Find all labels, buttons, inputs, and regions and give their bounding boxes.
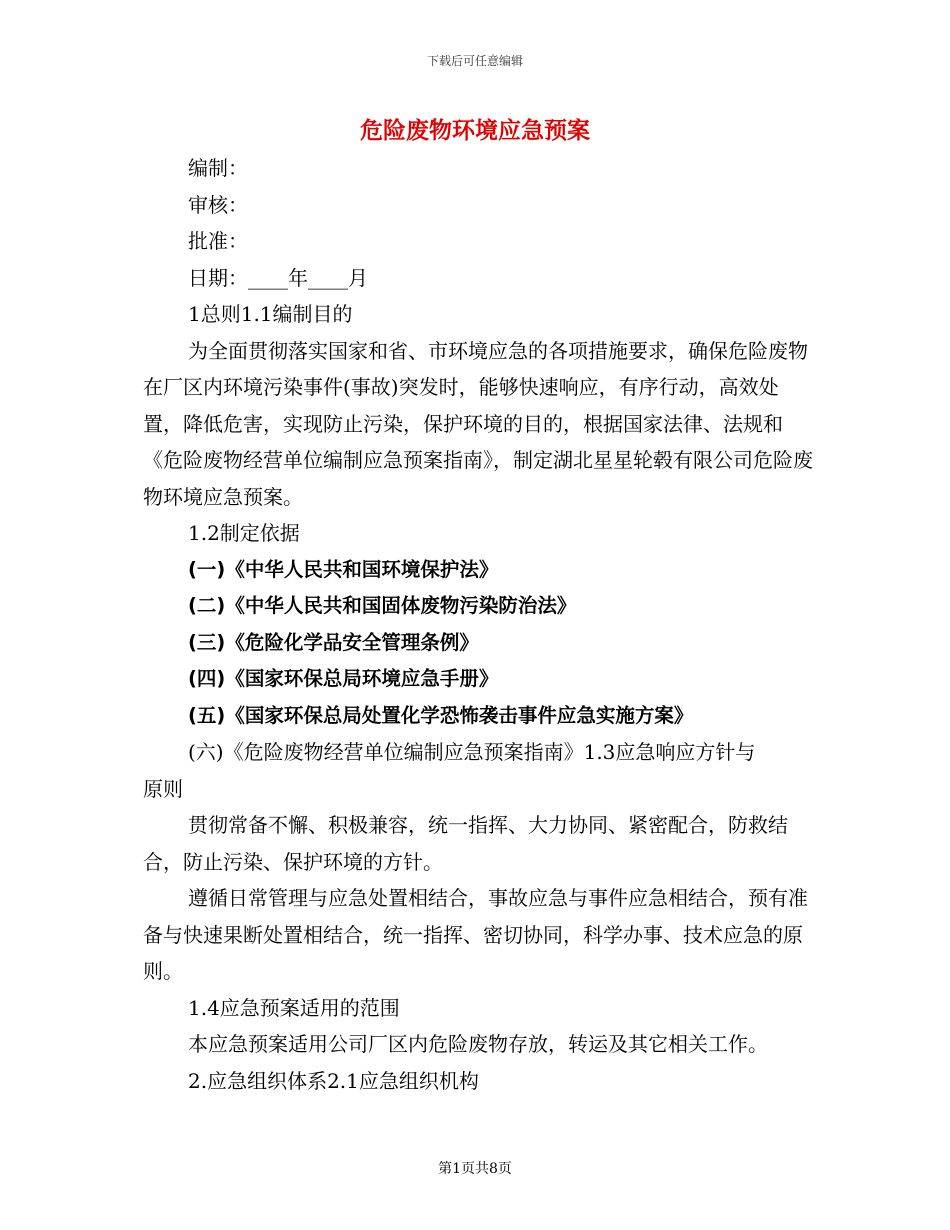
review-field: 审核： — [188, 192, 248, 217]
section-1-2-heading: 1.2制定依据 — [188, 521, 300, 545]
law-item-6: (六)《危险废物经营单位编制应急预案指南》1.3应急响应方针与 — [188, 740, 756, 764]
policy-paragraph: 贯彻常备不懈、积极兼容，统一指挥、大力协同、紧密配合，防救结合，防止污染、保护环境的方针。 — [143, 813, 788, 874]
law-item-6-continued: 原则 — [143, 776, 183, 801]
purpose-paragraph: 为全面贯彻落实国家和省、市环境应急的各项措施要求，确保危险废物在厂区内环境污染事件(事故)突发时，能够快速响应，有序行动，高效处置，降低危害，实现防止污染，保护环境的目的，根据国家法律、法规和《危险废物经营单位编制应急预案指南》，制定湖北星星轮毂有限公司危险废物环境应急预案。 — [143, 338, 813, 509]
section-1-heading: 1总则1.1编制目的 — [188, 302, 353, 326]
law-item-3: (三)《危险化学品安全管理条例》 — [188, 630, 479, 654]
scope-paragraph: 本应急预案适用公司厂区内危险废物存放，转运及其它相关工作。 — [188, 1032, 768, 1056]
date-field: 日期：____年____月 — [188, 265, 368, 290]
page-footer: 第1页共8页 — [438, 1161, 512, 1177]
document-body — [143, 150, 815, 1099]
page-header: 下载后可任意编辑 — [426, 54, 523, 68]
section-1-4-heading: 1.4应急预案适用的范围 — [188, 995, 400, 1020]
law-item-5: (五)《国家环保总局处置化学恐怖袭击事件应急实施方案》 — [188, 703, 694, 727]
section-2-heading: 2.应急组织体系2.1应急组织机构 — [188, 1068, 479, 1093]
law-item-2: (二)《中华人民共和国固体废物污染防治法》 — [188, 594, 577, 617]
law-item-4: (四)《国家环保总局环境应急手册》 — [188, 667, 499, 690]
law-item-1: (一)《中华人民共和国环境保护法》 — [188, 557, 499, 581]
principle-paragraph: 遵循日常管理与应急处置相结合，事故应急与事件应急相结合，预有准备与快速果断处置相结合，统一指挥、密切协同，科学办事、技术应急的原则。 — [143, 886, 808, 983]
document-title: 危险废物环境应急预案 — [360, 118, 590, 144]
approve-field: 批准： — [188, 229, 248, 253]
compile-field: 编制： — [188, 156, 248, 180]
